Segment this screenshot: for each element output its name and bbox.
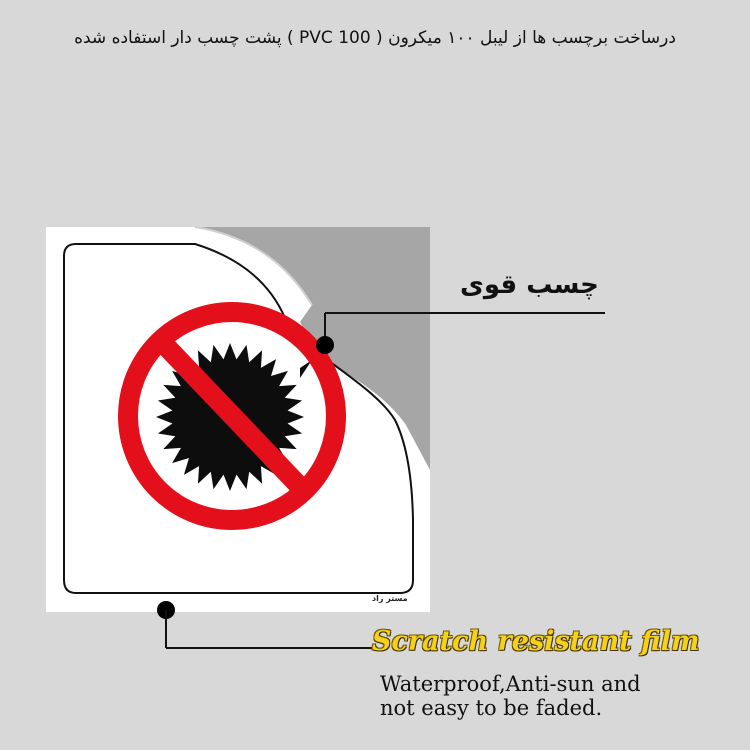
film-title: Scratch resistant film [372, 626, 700, 657]
header-text: درساخت برچسب ها از لیبل ۱۰۰ میکرون ( PVC 100 ) پشت چسب دار استفاده شده [74, 28, 676, 48]
brand-mark: مستر راد [372, 594, 408, 603]
film-desc-line-1: Waterproof,Anti-sun and [380, 672, 641, 696]
film-description [380, 672, 641, 720]
film-desc-line-2: not easy to be faded. [380, 696, 603, 720]
glue-label: چسب قوی [460, 270, 599, 300]
